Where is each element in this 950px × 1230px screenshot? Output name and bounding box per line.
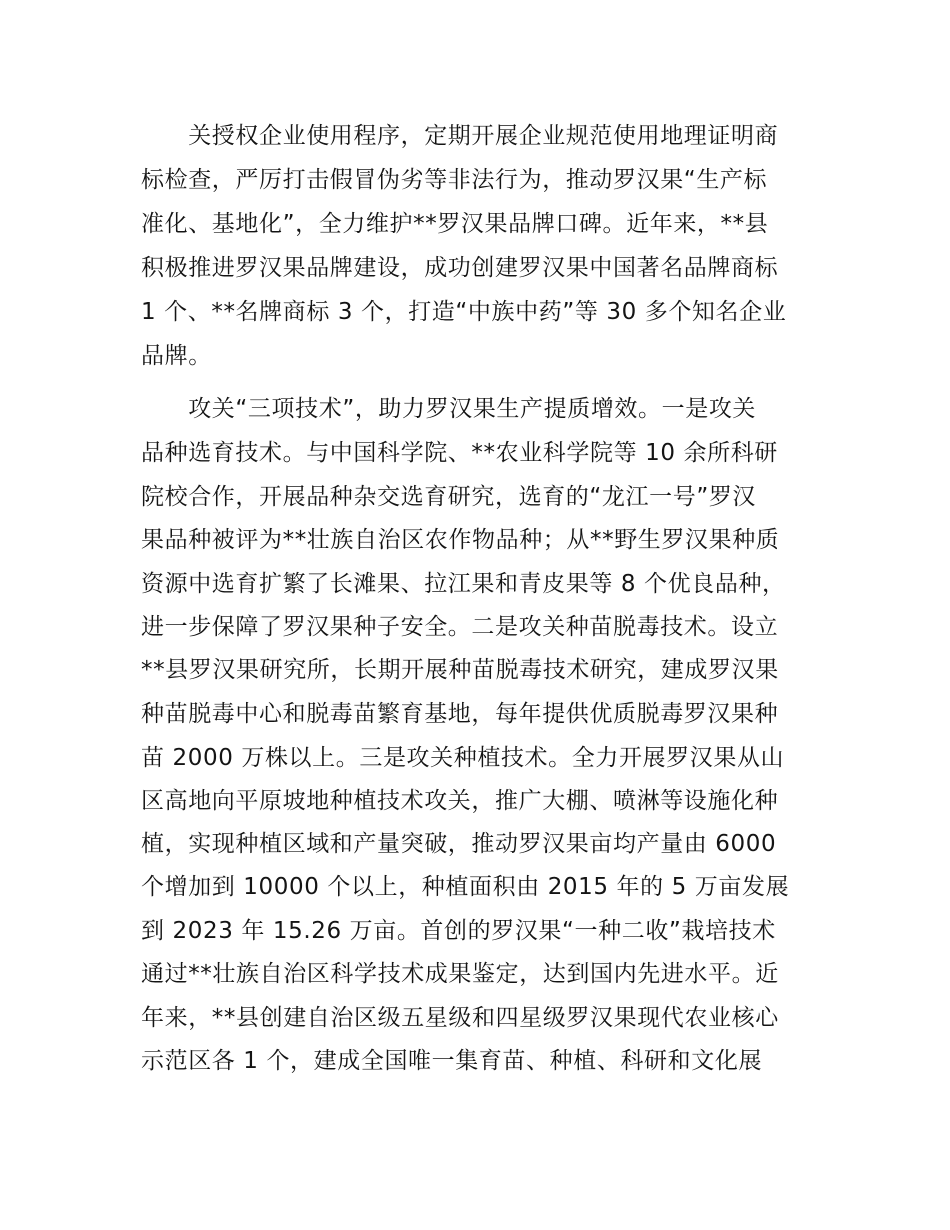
text-line: 果品种被评为**壮族自治区农作物品种；从**野生罗汉果种质 xyxy=(141,527,780,553)
text-line: 植，实现种植区域和产量突破，推动罗汉果亩均产量由 6000 xyxy=(141,831,777,857)
text-line: 个增加到 10000 个以上，种植面积由 2015 年的 5 万亩发展 xyxy=(141,874,790,900)
text-line: 品牌。 xyxy=(141,343,212,369)
text-line: 年来，**县创建自治区级五星级和四星级罗汉果现代农业核心 xyxy=(141,1005,779,1031)
text-line: 关授权企业使用程序，定期开展企业规范使用地理证明商 xyxy=(141,123,779,149)
text-line: 区高地向平原坡地种植技术攻关，推广大棚、喷淋等设施化种 xyxy=(141,788,779,814)
text-line: 苗 2000 万株以上。三是攻关种植技术。全力开展罗汉果从山 xyxy=(141,745,785,771)
text-line: 标检查，严厉打击假冒伪劣等非法行为，推动罗汉果“生产标 xyxy=(141,167,768,193)
text-line: 院校合作，开展品种杂交选育研究，选育的“龙江一号”罗汉 xyxy=(141,484,757,510)
text-line: 种苗脱毒中心和脱毒苗繁育基地，每年提供优质脱毒罗汉果种 xyxy=(141,701,779,727)
text-line: 示范区各 1 个，建成全国唯一集育苗、种植、科研和文化展 xyxy=(141,1048,763,1074)
text-line: 到 2023 年 15.26 万亩。首创的罗汉果“一种二收”栽培技术 xyxy=(141,918,776,944)
text-line: 进一步保障了罗汉果种子安全。二是攻关种苗脱毒技术。设立 xyxy=(141,614,779,640)
text-line: 品种选育技术。与中国科学院、**农业科学院等 10 余所科研 xyxy=(141,440,778,466)
text-line: 1 个、**名牌商标 3 个，打造“中族中药”等 30 多个知名企业 xyxy=(141,299,787,325)
text-line: 攻关“三项技术”，助力罗汉果生产提质增效。一是攻关 xyxy=(141,396,757,422)
text-line: 准化、基地化”，全力维护**罗汉果品牌口碑。近年来，**县 xyxy=(141,211,769,237)
text-line: 通过**壮族自治区科学技术成果鉴定，达到国内先进水平。近 xyxy=(141,961,779,987)
text-line: 资源中选育扩繁了长滩果、拉江果和青皮果等 8 个优良品种， xyxy=(141,571,786,597)
text-line: 积极推进罗汉果品牌建设，成功创建罗汉果中国著名品牌商标 xyxy=(141,255,779,281)
text-line: **县罗汉果研究所，长期开展种苗脱毒技术研究，建成罗汉果 xyxy=(141,657,779,683)
